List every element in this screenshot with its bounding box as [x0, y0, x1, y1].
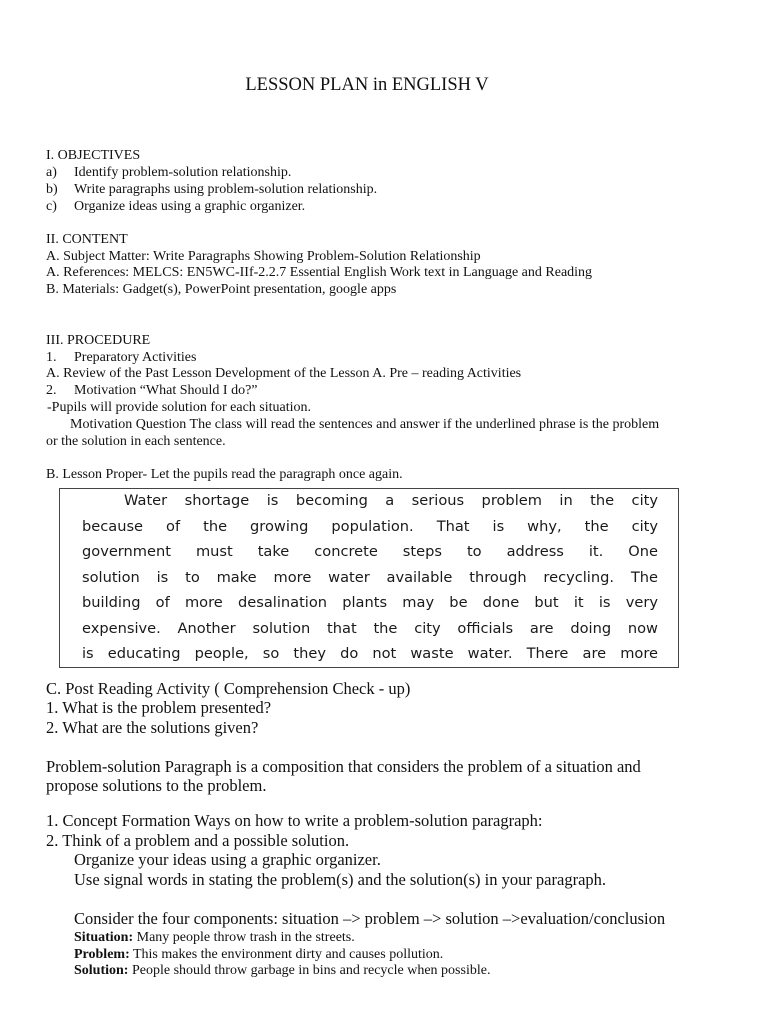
procedure-heading: III. PROCEDURE: [46, 333, 151, 348]
example-label: Problem:: [74, 947, 130, 962]
example-text: Many people throw trash in the streets.: [136, 930, 355, 945]
post-reading-heading: C. Post Reading Activity ( Comprehension Check - up): [46, 679, 411, 698]
lesson-proper: B. Lesson Proper- Let the pupils read the paragraph once again.: [46, 467, 403, 482]
example-label: Situation:: [74, 930, 134, 945]
step-item: 2. Think of a problem and a possible solution.: [46, 831, 350, 850]
procedure-item: [46, 382, 258, 399]
procedure-text: Preparatory Activities: [74, 350, 197, 365]
definition-paragraph: Problem-solution Paragraph is a composition that considers the problem of a situation and: [46, 757, 641, 776]
objectives-heading: I. OBJECTIVES: [46, 148, 141, 163]
objective-marker: a): [46, 165, 57, 180]
example-label: Solution:: [74, 963, 129, 978]
page-title: LESSON PLAN in ENGLISH V: [245, 75, 489, 95]
content-line: B. Materials: Gadget(s), PowerPoint presentation, google apps: [46, 282, 397, 297]
example-problem: [74, 946, 443, 963]
definition-paragraph-cont: propose solutions to the problem.: [46, 776, 267, 795]
procedure-review: A. Review of the Past Lesson Development of the Lesson A. Pre – reading Activities: [46, 366, 522, 381]
passage-line: building of more desalination plants may be done but it is very: [82, 594, 658, 611]
content-line: A. References: MELCS: EN5WC-IIf-2.2.7 Essential English Work text in Language and Reading: [46, 265, 593, 280]
passage-line: solution is to make more water available through recycling. The: [82, 569, 658, 586]
procedure-text: Motivation “What Should I do?”: [74, 383, 258, 398]
passage-line: expensive. Another solution that the city officials are doing now: [82, 620, 658, 637]
sub-step-item: Organize your ideas using a graphic organizer.: [74, 850, 381, 869]
objective-marker: c): [46, 199, 57, 214]
objective-text: Write paragraphs using problem-solution relationship.: [74, 182, 378, 197]
objective-marker: b): [46, 182, 58, 197]
comprehension-question: 1. What is the problem presented?: [46, 698, 272, 717]
procedure-item: [46, 349, 197, 366]
procedure-marker: 1.: [46, 350, 57, 365]
objective-item: [46, 198, 306, 215]
passage-line: Water shortage is becoming a serious problem in the city: [124, 492, 658, 509]
reading-passage-box: [59, 488, 679, 668]
objective-item: [46, 181, 378, 198]
step-item: 1. Concept Formation Ways on how to write a problem-solution paragraph:: [46, 811, 543, 830]
objective-text: Organize ideas using a graphic organizer.: [74, 199, 306, 214]
example-text: This makes the environment dirty and causes pollution.: [132, 947, 444, 962]
motivation-question-cont: or the solution in each sentence.: [46, 434, 226, 449]
objective-item: [46, 164, 292, 181]
content-heading: II. CONTENT: [46, 232, 128, 247]
example-situation: [74, 929, 355, 946]
example-text: People should throw garbage in bins and recycle when possible.: [131, 963, 491, 978]
procedure-marker: 2.: [46, 383, 57, 398]
content-line: A. Subject Matter: Write Paragraphs Showing Problem-Solution Relationship: [46, 249, 481, 264]
pupils-note: -Pupils will provide solution for each situation.: [47, 400, 312, 415]
four-components: Consider the four components: situation –> problem –> solution –>evaluation/conclusion: [74, 909, 666, 928]
motivation-question: Motivation Question The class will read the sentences and answer if the underlined phrase is the problem: [70, 417, 660, 432]
passage-line: is educating people, so they do not waste water. There are more: [82, 645, 658, 662]
objective-text: Identify problem-solution relationship.: [74, 165, 292, 180]
passage-line: because of the growing population. That is why, the city: [82, 518, 658, 535]
passage-line: government must take concrete steps to address it. One: [82, 543, 658, 560]
example-solution: [74, 962, 490, 979]
comprehension-question: 2. What are the solutions given?: [46, 718, 259, 737]
sub-step-item: Use signal words in stating the problem(s) and the solution(s) in your paragraph.: [74, 870, 607, 889]
